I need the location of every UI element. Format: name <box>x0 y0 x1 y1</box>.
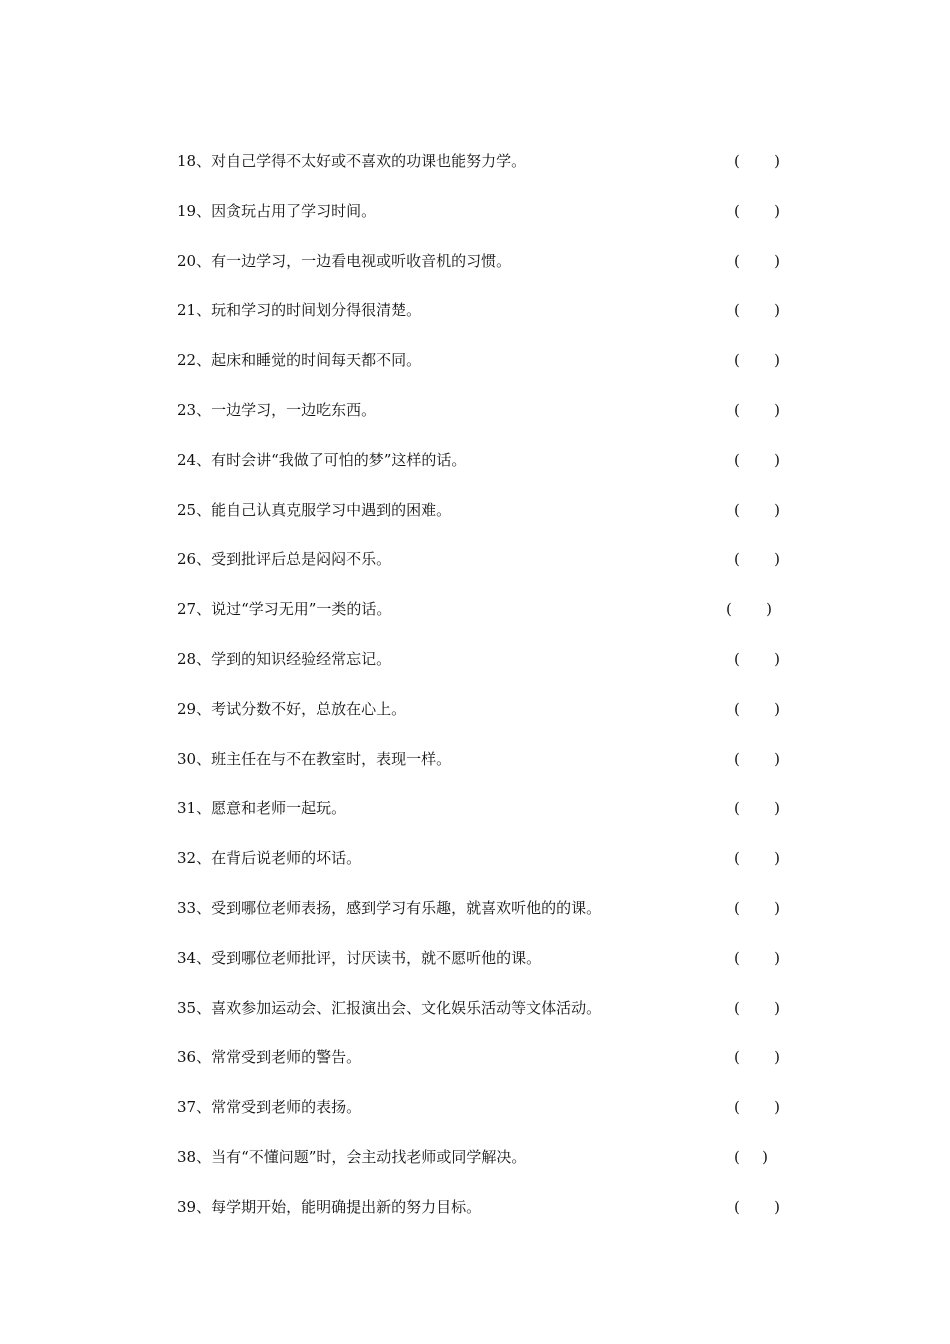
question-text: 20、有一边学习，一边看电视或听收音机的习惯。 <box>177 251 512 270</box>
question-text: 25、能自己认真克服学习中遇到的困难。 <box>177 500 452 519</box>
question-item <box>177 1194 797 1244</box>
question-text: 39、每学期开始，能明确提出新的努力目标。 <box>177 1197 482 1216</box>
question-text: 27、说过“学习无用”一类的话。 <box>177 600 392 619</box>
answer-blank[interactable]: ( ) <box>734 1147 768 1166</box>
question-item <box>177 546 797 596</box>
question-item <box>177 845 797 895</box>
question-item <box>177 397 797 447</box>
answer-blank[interactable]: ( ) <box>734 1197 780 1216</box>
question-item <box>177 1044 797 1094</box>
answer-blank[interactable]: ( ) <box>734 251 780 270</box>
question-item <box>177 895 797 945</box>
answer-blank[interactable]: ( ) <box>734 948 780 967</box>
answer-blank[interactable]: ( ) <box>734 849 780 868</box>
question-list <box>177 148 797 1244</box>
question-item <box>177 1144 797 1194</box>
question-text: 34、受到哪位老师批评，讨厌读书，就不愿听他的课。 <box>177 948 542 967</box>
question-item <box>177 447 797 497</box>
question-item <box>177 596 797 646</box>
answer-blank[interactable]: ( ) <box>734 1048 780 1067</box>
question-item <box>177 995 797 1045</box>
question-item <box>177 696 797 746</box>
question-item <box>177 148 797 198</box>
answer-blank[interactable]: ( ) <box>734 152 780 170</box>
question-text: 24、有时会讲“我做了可怕的梦”这样的话。 <box>177 450 467 469</box>
question-text: 18、对自己学得不太好或不喜欢的功课也能努力学。 <box>177 152 527 170</box>
answer-blank[interactable]: ( ) <box>734 500 780 519</box>
question-text: 26、受到批评后总是闷闷不乐。 <box>177 550 392 569</box>
answer-blank[interactable]: ( ) <box>734 550 780 569</box>
question-text: 33、受到哪位老师表扬，感到学习有乐趣，就喜欢听他的的课。 <box>177 898 602 917</box>
question-item <box>177 347 797 397</box>
question-text: 32、在背后说老师的坏话。 <box>177 849 362 868</box>
answer-blank[interactable]: ( ) <box>734 450 780 469</box>
answer-blank[interactable]: ( ) <box>734 699 780 718</box>
question-text: 23、一边学习，一边吃东西。 <box>177 400 377 419</box>
question-text: 36、常常受到老师的警告。 <box>177 1048 362 1067</box>
question-text: 19、因贪玩占用了学习时间。 <box>177 201 377 220</box>
answer-blank[interactable]: ( ) <box>734 1098 780 1117</box>
question-item <box>177 198 797 248</box>
question-text: 38、当有“不懂问题”时，会主动找老师或同学解决。 <box>177 1147 527 1166</box>
question-item <box>177 248 797 298</box>
question-text: 28、学到的知识经验经常忘记。 <box>177 649 392 668</box>
answer-blank[interactable]: ( ) <box>726 600 772 619</box>
question-item <box>177 746 797 796</box>
answer-blank[interactable]: ( ) <box>734 400 780 419</box>
question-text: 21、玩和学习的时间划分得很清楚。 <box>177 301 422 320</box>
answer-blank[interactable]: ( ) <box>734 749 780 768</box>
question-text: 30、班主任在与不在教室时，表现一样。 <box>177 749 452 768</box>
answer-blank[interactable]: ( ) <box>734 301 780 320</box>
question-item <box>177 497 797 547</box>
answer-blank[interactable]: ( ) <box>734 998 780 1017</box>
answer-blank[interactable]: ( ) <box>734 799 780 818</box>
question-item <box>177 1094 797 1144</box>
question-text: 29、考试分数不好，总放在心上。 <box>177 699 407 718</box>
question-item <box>177 646 797 696</box>
answer-blank[interactable]: ( ) <box>734 201 780 220</box>
question-text: 35、喜欢参加运动会、汇报演出会、文化娱乐活动等文体活动。 <box>177 998 602 1017</box>
question-text: 31、愿意和老师一起玩。 <box>177 799 347 818</box>
question-item <box>177 297 797 347</box>
question-text: 37、常常受到老师的表扬。 <box>177 1098 362 1117</box>
answer-blank[interactable]: ( ) <box>734 898 780 917</box>
question-item <box>177 945 797 995</box>
answer-blank[interactable]: ( ) <box>734 649 780 668</box>
question-text: 22、起床和睡觉的时间每天都不同。 <box>177 351 422 370</box>
question-item <box>177 795 797 845</box>
answer-blank[interactable]: ( ) <box>734 351 780 370</box>
